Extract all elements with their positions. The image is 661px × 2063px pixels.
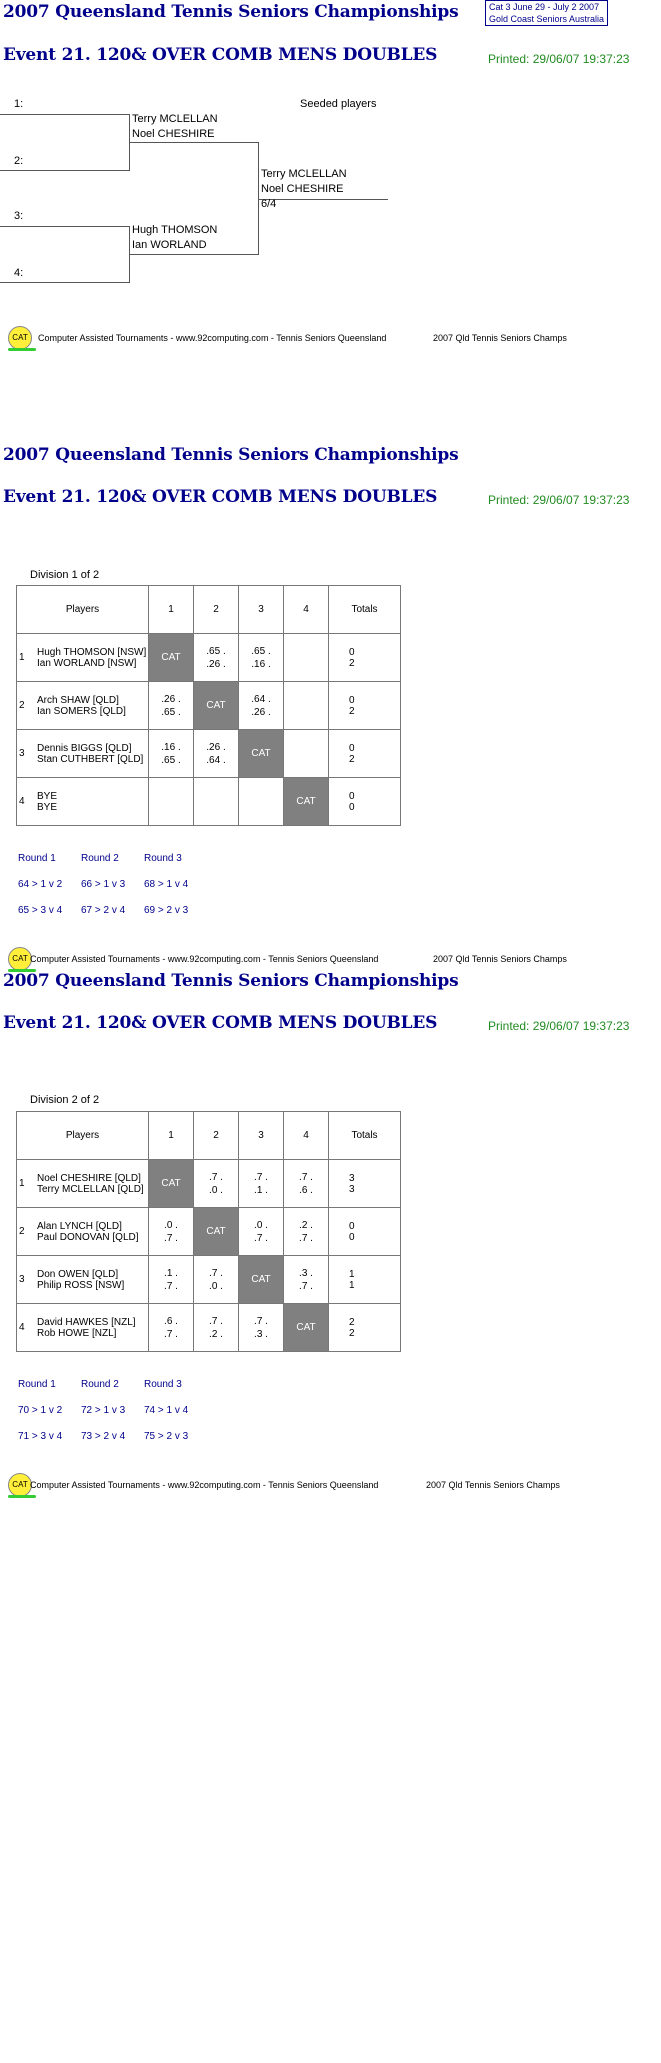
cat-logo-icon: CAT [8, 1473, 32, 1497]
column-header: 2 [194, 586, 239, 634]
event-title: Event 21. 120& OVER COMB MENS DOUBLES [3, 45, 438, 65]
totals-cell: 0 0 [329, 778, 401, 826]
round-label: Round 3 [144, 853, 182, 864]
score-cell [239, 778, 284, 826]
bracket-line [0, 282, 130, 283]
match-link[interactable]: 65 > 3 v 4 [18, 905, 63, 916]
self-match-cell: CAT [149, 634, 194, 682]
semifinal-2-team [132, 223, 217, 253]
event-title: Event 21. 120& OVER COMB MENS DOUBLES [3, 1013, 438, 1033]
player-name: Noel CHESHIRE [132, 128, 215, 140]
score-cell: .7 . .2 . [194, 1304, 239, 1352]
match-link[interactable]: 66 > 1 v 3 [81, 879, 126, 890]
match-link[interactable]: 71 > 3 v 4 [18, 1431, 63, 1442]
match-link[interactable]: 68 > 1 v 4 [144, 879, 189, 890]
bracket-slot-3: 3: [14, 210, 24, 222]
bracket-slot-4: 4: [14, 267, 24, 279]
championship-title: 2007 Queensland Tennis Seniors Championships [3, 445, 459, 465]
score-cell: .3 . .7 . [284, 1256, 329, 1304]
player-name: Noel CHESHIRE [261, 183, 344, 195]
score-cell: .16 . .65 . [149, 730, 194, 778]
player-name: Rob HOWE [NZL] [37, 1327, 117, 1339]
championship-title: 2007 Queensland Tennis Seniors Championships [3, 2, 459, 22]
round-robin-table [16, 585, 401, 826]
round-label: Round 3 [144, 1379, 182, 1390]
score-cell: .64 . .26 . [239, 682, 284, 730]
match-link[interactable]: 67 > 2 v 4 [81, 905, 126, 916]
totals-cell: 0 2 [329, 730, 401, 778]
bracket-slot-1: 1: [14, 98, 24, 110]
table-row [17, 682, 401, 730]
printed-timestamp: Printed: 29/06/07 19:37:23 [488, 1019, 630, 1033]
player-name: Stan CUTHBERT [QLD] [37, 753, 144, 765]
match-link[interactable]: 64 > 1 v 2 [18, 879, 63, 890]
player-name: Hugh THOMSON [NSW] [37, 646, 147, 658]
player-name: Philip ROSS [NSW] [37, 1279, 125, 1291]
player-name: BYE [37, 790, 58, 802]
score-cell [149, 778, 194, 826]
totals-cell: 0 2 [329, 682, 401, 730]
player-cell [17, 778, 149, 826]
round-robin-table [16, 1111, 401, 1352]
bracket-line [129, 254, 259, 255]
event-info-dates: Cat 3 June 29 - July 2 2007 [489, 2, 600, 12]
score-cell: .7 . .3 . [239, 1304, 284, 1352]
table-row [17, 1256, 401, 1304]
score-cell [284, 730, 329, 778]
player-cell [17, 1256, 149, 1304]
table-row [17, 730, 401, 778]
round-label: Round 1 [18, 853, 56, 864]
seeded-players-label: Seeded players [300, 98, 377, 110]
printed-timestamp: Printed: 29/06/07 19:37:23 [488, 493, 630, 507]
player-name: Ian SOMERS [QLD] [37, 705, 126, 717]
score-cell [284, 682, 329, 730]
totals-cell: 3 3 [329, 1160, 401, 1208]
footer-credit: Computer Assisted Tournaments - www.92computing.com - Tennis Seniors Queensland [38, 333, 387, 343]
player-name: Terry MCLELLAN [132, 113, 218, 125]
bracket-line [129, 142, 259, 143]
championship-title: 2007 Queensland Tennis Seniors Championships [3, 971, 459, 991]
table-row [17, 1160, 401, 1208]
player-cell [17, 682, 149, 730]
column-header: 4 [284, 586, 329, 634]
score-cell: .65 . .26 . [194, 634, 239, 682]
column-header: 3 [239, 586, 284, 634]
self-match-cell: CAT [194, 1208, 239, 1256]
score-cell: .26 . .65 . [149, 682, 194, 730]
score-cell: .7 . .0 . [194, 1256, 239, 1304]
final-score: 6/4 [261, 198, 277, 210]
printed-timestamp: Printed: 29/06/07 19:37:23 [488, 52, 630, 66]
player-name: Ian WORLAND [NSW] [37, 657, 137, 669]
totals-cell: 0 2 [329, 634, 401, 682]
match-link[interactable]: 73 > 2 v 4 [81, 1431, 126, 1442]
footer-credit: Computer Assisted Tournaments - www.92computing.com - Tennis Seniors Queensland [30, 954, 379, 964]
table-header-row [17, 1112, 401, 1160]
event-info-box [485, 0, 608, 26]
self-match-cell: CAT [149, 1160, 194, 1208]
cat-logo-icon: CAT [8, 326, 32, 350]
score-cell: .1 . .7 . [149, 1256, 194, 1304]
table-row [17, 778, 401, 826]
player-name: Paul DONOVAN [QLD] [37, 1231, 139, 1243]
cat-logo-icon: CAT [8, 947, 32, 971]
player-name: Hugh THOMSON [132, 224, 218, 236]
logo-underline [8, 348, 36, 351]
row-number: 3 [19, 748, 25, 759]
semifinal-1-team [132, 112, 218, 142]
column-header: 1 [149, 586, 194, 634]
player-cell [17, 730, 149, 778]
totals-cell: 2 2 [329, 1304, 401, 1352]
score-cell: .0 . .7 . [149, 1208, 194, 1256]
footer-event: 2007 Qld Tennis Seniors Champs [433, 954, 567, 964]
player-cell [17, 634, 149, 682]
score-cell: .6 . .7 . [149, 1304, 194, 1352]
footer [8, 1473, 648, 1499]
player-cell [17, 1304, 149, 1352]
score-cell: .7 . .0 . [194, 1160, 239, 1208]
event-title: Event 21. 120& OVER COMB MENS DOUBLES [3, 487, 438, 507]
column-header: Totals [329, 586, 401, 634]
player-cell [17, 1208, 149, 1256]
column-header: Players [17, 586, 149, 634]
self-match-cell: CAT [194, 682, 239, 730]
round-label: Round 1 [18, 1379, 56, 1390]
player-name: Terry MCLELLAN [QLD] [37, 1183, 144, 1195]
column-header: 1 [149, 1112, 194, 1160]
score-cell: .26 . .64 . [194, 730, 239, 778]
logo-underline [8, 1495, 36, 1498]
event-info-venue: Gold Coast Seniors Australia [489, 14, 605, 24]
table-row [17, 1304, 401, 1352]
footer-event: 2007 Qld Tennis Seniors Champs [433, 333, 567, 343]
totals-cell: 0 0 [329, 1208, 401, 1256]
self-match-cell: CAT [284, 1304, 329, 1352]
player-name: Don OWEN [QLD] [37, 1268, 119, 1280]
player-name: Noel CHESHIRE [QLD] [37, 1172, 141, 1184]
row-number: 1 [19, 1178, 25, 1189]
self-match-cell: CAT [239, 730, 284, 778]
column-header: 2 [194, 1112, 239, 1160]
player-name: David HAWKES [NZL] [37, 1316, 136, 1328]
player-name: BYE [37, 801, 58, 813]
division-label: Division 1 of 2 [30, 569, 100, 581]
score-cell: .65 . .16 . [239, 634, 284, 682]
row-number: 3 [19, 1274, 25, 1285]
footer [8, 326, 648, 352]
row-number: 4 [19, 796, 25, 807]
table-header-row [17, 586, 401, 634]
footer [8, 947, 648, 973]
self-match-cell: CAT [239, 1256, 284, 1304]
round-label: Round 2 [81, 1379, 119, 1390]
column-header: 4 [284, 1112, 329, 1160]
player-cell [17, 1160, 149, 1208]
round-label: Round 2 [81, 853, 119, 864]
row-number: 2 [19, 700, 25, 711]
final-winner-team [261, 167, 347, 197]
column-header: 3 [239, 1112, 284, 1160]
column-header: Totals [329, 1112, 401, 1160]
bracket-line [0, 170, 130, 171]
column-header: Players [17, 1112, 149, 1160]
score-cell: .2 . .7 . [284, 1208, 329, 1256]
bracket-slot-2: 2: [14, 155, 24, 167]
bracket-line [0, 114, 130, 115]
table-row [17, 1208, 401, 1256]
match-link[interactable]: 74 > 1 v 4 [144, 1405, 189, 1416]
player-name: Ian WORLAND [132, 239, 207, 251]
totals-cell: 1 1 [329, 1256, 401, 1304]
player-name: Arch SHAW [QLD] [37, 694, 119, 706]
score-cell [194, 778, 239, 826]
row-number: 1 [19, 652, 25, 663]
footer-credit: Computer Assisted Tournaments - www.92computing.com - Tennis Seniors Queensland [30, 1480, 379, 1490]
match-link[interactable]: 75 > 2 v 3 [144, 1431, 189, 1442]
row-number: 2 [19, 1226, 25, 1237]
player-name: Dennis BIGGS [QLD] [37, 742, 132, 754]
match-link[interactable]: 70 > 1 v 2 [18, 1405, 63, 1416]
match-link[interactable]: 69 > 2 v 3 [144, 905, 189, 916]
bracket-line [258, 199, 388, 200]
match-link[interactable]: 72 > 1 v 3 [81, 1405, 126, 1416]
table-row [17, 634, 401, 682]
footer-event: 2007 Qld Tennis Seniors Champs [426, 1480, 560, 1490]
player-name: Terry MCLELLAN [261, 168, 347, 180]
score-cell: .7 . .1 . [239, 1160, 284, 1208]
score-cell: .0 . .7 . [239, 1208, 284, 1256]
self-match-cell: CAT [284, 778, 329, 826]
row-number: 4 [19, 1322, 25, 1333]
player-name: Alan LYNCH [QLD] [37, 1220, 122, 1232]
bracket-line [0, 226, 130, 227]
division-label: Division 2 of 2 [30, 1094, 100, 1106]
score-cell [284, 634, 329, 682]
score-cell: .7 . .6 . [284, 1160, 329, 1208]
